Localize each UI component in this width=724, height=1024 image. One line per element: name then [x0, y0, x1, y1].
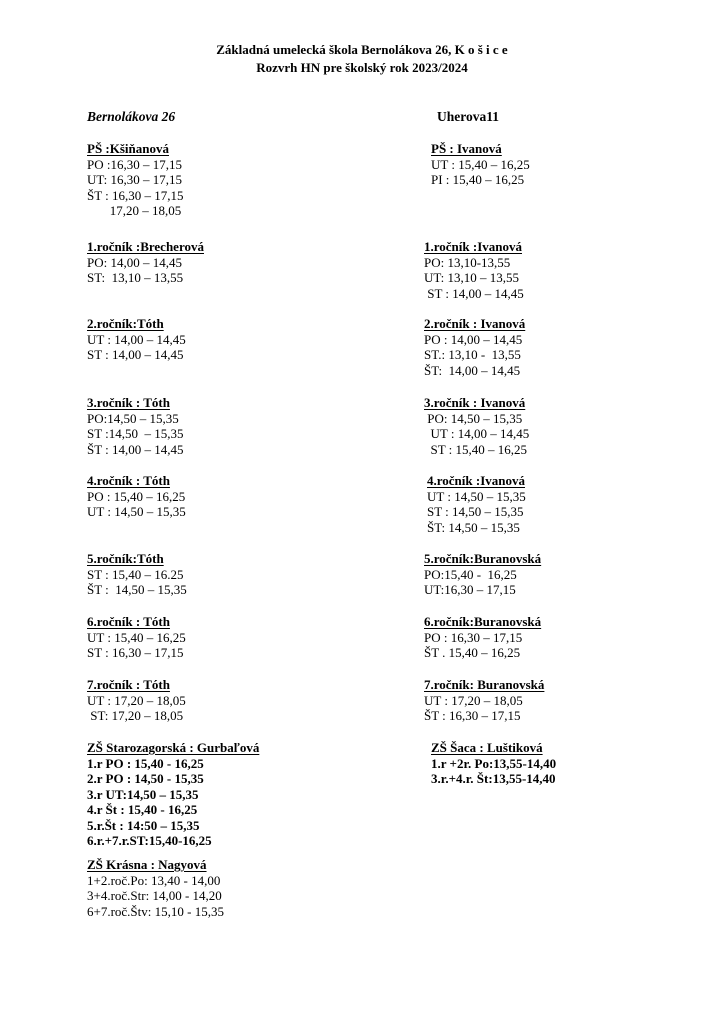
right-ps-title: PŠ : Ivanová: [431, 141, 502, 156]
left-grade7-title: 7.ročník : Tóth: [87, 677, 170, 692]
left-grade6-block: [87, 614, 186, 661]
left-grade3-title: 3.ročník : Tóth: [87, 395, 170, 410]
document-title-line-1: Základná umelecká škola Bernolákova 26, K o š i c e: [216, 42, 508, 57]
schedule-line: ŠT: 14,50 – 15,35: [427, 519, 520, 535]
right-ps-block: [431, 141, 530, 188]
schedule-line: 3.r UT:14,50 – 15,35: [87, 786, 199, 802]
schedule-line: UT : 14,50 – 15,35: [427, 488, 526, 504]
schedule-line: ST : 15,40 – 16.25: [87, 566, 184, 582]
left-grade3-block: [87, 395, 184, 457]
right-grade6-title: 6.ročník:Buranovská: [424, 614, 542, 629]
right-grade5-title: 5.ročník:Buranovská: [424, 551, 542, 566]
schedule-line: UT : 15,40 – 16,25: [87, 629, 186, 645]
right-grade7-block: [424, 677, 544, 724]
schedule-line: UT : 15,40 – 16,25: [431, 156, 530, 172]
schedule-line: PO: 14,50 – 15,35: [424, 410, 523, 426]
right-grade7-title: 7.ročník: Buranovská: [424, 677, 545, 692]
schedule-line: PO : 14,00 – 14,45: [424, 331, 523, 347]
schedule-line: 1.r PO : 15,40 - 16,25: [87, 755, 204, 771]
left-zs-starozagorska-block: [87, 740, 259, 849]
schedule-line: ST: 13,10 – 13,55: [87, 270, 184, 285]
right-grade3-block: [424, 395, 529, 457]
schedule-line: ST : 14,00 – 14,45: [424, 285, 524, 301]
schedule-line: ŠT: 14,00 – 14,45: [424, 362, 521, 378]
schedule-line: PO : 15,40 – 16,25: [87, 488, 186, 504]
left-grade5-title: 5.ročník:Tóth: [87, 551, 164, 566]
left-grade1-block: [87, 239, 204, 286]
right-grade1-title: 1.ročník :Ivanová: [424, 239, 522, 254]
schedule-line: 2.r PO : 14,50 - 15,35: [87, 771, 204, 786]
left-grade6-title: 6.ročník : Tóth: [87, 614, 170, 629]
left-grade7-block: [87, 677, 186, 724]
schedule-line: UT : 17,20 – 18,05: [87, 692, 186, 708]
schedule-line: UT : 14,00 – 14,45: [87, 331, 186, 347]
right-grade3-title: 3.ročník : Ivanová: [424, 395, 526, 410]
left-grade2-block: [87, 316, 186, 363]
left-grade4-title: 4.ročník : Tóth: [87, 473, 170, 488]
schedule-line: 6.r.+7.r.ST:15,40-16,25: [87, 833, 212, 848]
schedule-line: ŠT : 16,30 – 17,15: [424, 708, 521, 723]
schedule-line: 17,20 – 18,05: [87, 203, 182, 218]
schedule-line: 1+2.roč.Po: 13,40 - 14,00: [87, 872, 221, 888]
right-zs-saca-title: ZŠ Šaca : Luštiková: [431, 740, 543, 755]
right-grade4-title: 4.ročník :Ivanová: [427, 473, 525, 488]
left-column-title: Bernolákova 26: [87, 109, 176, 124]
right-grade2-block: [424, 316, 525, 378]
schedule-line: 3.r.+4.r. Št:13,55-14,40: [431, 771, 556, 786]
schedule-line: ŠT . 15,40 – 16,25: [424, 645, 521, 660]
schedule-line: UT: 16,30 – 17,15: [87, 172, 183, 187]
schedule-line: ST.: 13,10 - 13,55: [424, 347, 521, 362]
schedule-line: PO: 13,10-13,55: [424, 254, 511, 270]
right-zs-saca-block: [431, 740, 556, 787]
schedule-line: UT: 13,10 – 13,55: [424, 270, 520, 285]
schedule-line: PI : 15,40 – 16,25: [431, 172, 525, 187]
right-grade5-block: [424, 551, 541, 598]
right-grade6-block: [424, 614, 541, 661]
left-ps-title: PŠ :Kšiňanová: [87, 141, 169, 156]
schedule-line: ST : 16,30 – 17,15: [87, 645, 184, 660]
left-grade1-title: 1.ročník :Brecherová: [87, 239, 204, 254]
schedule-line: ST : 15,40 – 16,25: [424, 441, 528, 457]
schedule-line: ST : 14,50 – 15,35: [427, 504, 524, 519]
right-grade4-block: [427, 473, 526, 535]
left-ps-block: [87, 141, 184, 219]
right-grade2-title: 2.ročník : Ivanová: [424, 316, 526, 331]
document-title-line-2: Rozvrh HN pre školský rok 2023/2024: [256, 60, 468, 75]
schedule-line: PO :16,30 – 17,15: [87, 156, 182, 172]
schedule-line: ST : 14,00 – 14,45: [87, 347, 184, 362]
schedule-line: 4.r Št : 15,40 - 16,25: [87, 802, 198, 817]
schedule-line: UT:16,30 – 17,15: [424, 582, 516, 597]
schedule-line: 5.r.Št : 14:50 – 15,35: [87, 817, 200, 833]
schedule-line: PO:15,40 - 16,25: [424, 566, 517, 582]
schedule-line: UT : 17,20 – 18,05: [424, 692, 523, 708]
right-column-title: Uherova11: [437, 109, 500, 124]
schedule-line: ST: 17,20 – 18,05: [87, 708, 184, 723]
schedule-line: UT : 14,00 – 14,45: [424, 426, 530, 441]
schedule-line: 6+7.roč.Štv: 15,10 - 15,35: [87, 903, 224, 919]
schedule-line: PO : 16,30 – 17,15: [424, 629, 523, 645]
schedule-line: PO: 14,00 – 14,45: [87, 254, 182, 270]
schedule-line: 1.r +2r. Po:13,55-14,40: [431, 755, 557, 771]
right-grade1-block: [424, 239, 524, 301]
schedule-line: ST :14,50 – 15,35: [87, 426, 184, 441]
schedule-line: ŠT : 16,30 – 17,15: [87, 187, 184, 203]
schedule-line: ŠT : 14,00 – 14,45: [87, 441, 184, 457]
left-zs-starozagorska-title: ZŠ Starozagorská : Gurbaľová: [87, 740, 260, 755]
left-zs-krasna-title: ZŠ Krásna : Nagyová: [87, 857, 207, 872]
schedule-line: PO:14,50 – 15,35: [87, 410, 179, 426]
left-zs-krasna-block: [87, 857, 224, 919]
schedule-line: UT : 14,50 – 15,35: [87, 504, 186, 519]
left-grade2-title: 2.ročník:Tóth: [87, 316, 164, 331]
schedule-line: 3+4.roč.Str: 14,00 - 14,20: [87, 888, 222, 903]
left-grade5-block: [87, 551, 187, 598]
schedule-line: ŠT : 14,50 – 15,35: [87, 582, 187, 597]
left-grade4-block: [87, 473, 186, 520]
